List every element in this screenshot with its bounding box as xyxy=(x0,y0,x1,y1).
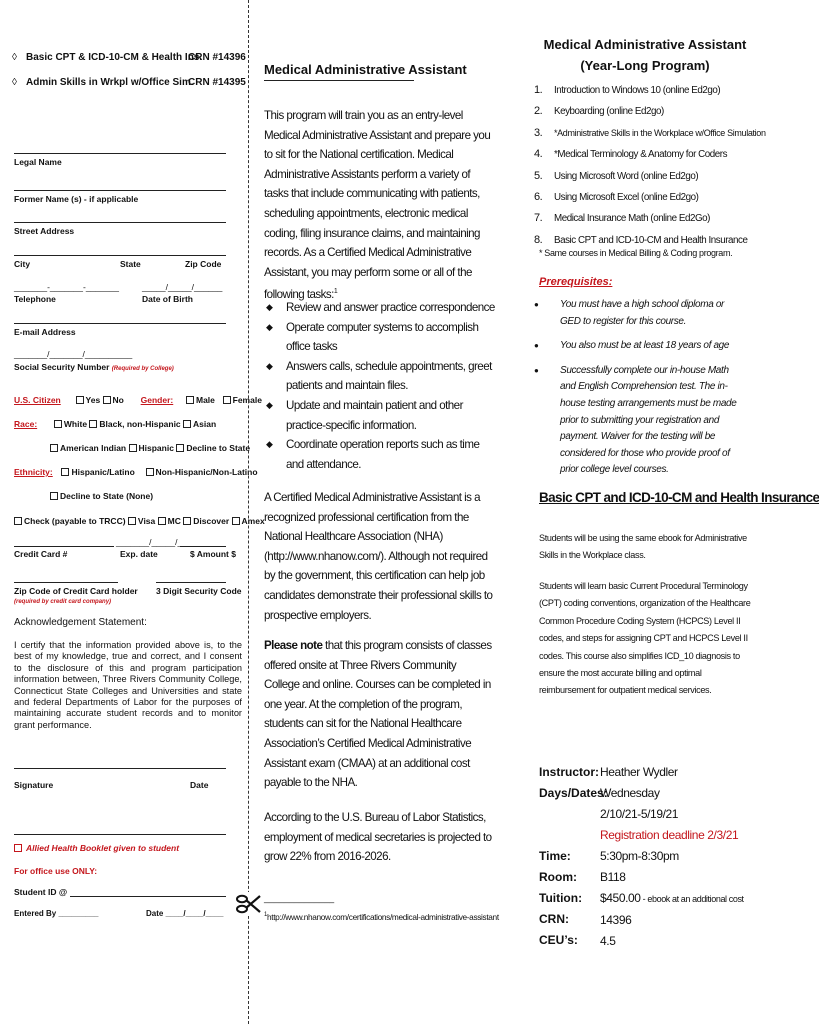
room-label: Room: xyxy=(539,870,577,884)
signature-field[interactable] xyxy=(14,768,226,769)
gender-label: Gender: xyxy=(140,395,174,405)
ethnicity-row-2 xyxy=(50,491,153,501)
days-label: Days/Dates: xyxy=(539,786,608,800)
ebook-paragraph: Students will be using the same ebook for Administrative Skills in the Workplace class. xyxy=(539,533,747,561)
booklet-label: Allied Health Booklet given to student xyxy=(26,843,180,853)
list-item: 6. Using Microsoft Excel (online Ed2go) xyxy=(534,191,699,204)
checkbox-icon[interactable] xyxy=(89,420,97,428)
former-name-label: Former Name (s) - if applicable xyxy=(14,194,139,204)
checkbox-icon[interactable] xyxy=(61,468,69,476)
checkbox-icon[interactable] xyxy=(223,396,231,404)
office-separator xyxy=(14,834,226,835)
pay-discover-option: Discover xyxy=(193,516,230,526)
credit-card-label: Credit Card # xyxy=(14,549,68,559)
pay-visa-option: Visa xyxy=(137,516,156,526)
telephone-label: Telephone xyxy=(14,294,56,304)
zip-cc-label: Zip Code of Credit Card holder xyxy=(14,586,138,596)
checkbox-icon[interactable] xyxy=(176,444,184,452)
state-label: State xyxy=(120,259,141,269)
signature-date-label: Date xyxy=(190,780,209,790)
crn-line-2 xyxy=(12,77,246,88)
signature-label: Signature xyxy=(14,780,54,790)
checkbox-icon[interactable] xyxy=(76,396,84,404)
prereq-list xyxy=(532,297,742,479)
certify-statement: I certify that the information provided above is, to the best of my knowledge, true and correct, and I consent to the disclosure of this and program participation information between, Three Rivers Community College, Connecticut State Colleges and Universities and state and federal Departments of Labor for the purposes of maintaining accurate student records and to monitor grant performance. xyxy=(14,640,242,730)
diamond-bullet-icon: ◆ xyxy=(266,439,273,450)
list-item: 1. Introduction to Windows 10 (online Ed2go) xyxy=(534,84,721,96)
list-item: ◆ Operate computer systems to accomplish office tasks xyxy=(266,318,498,357)
diamond-bullet-icon: ◆ xyxy=(266,321,273,332)
list-item: ● You also must be at least 18 years of age xyxy=(532,338,742,355)
diamond-bullet-icon: ◊ xyxy=(12,77,17,88)
checkbox-icon[interactable] xyxy=(129,444,137,452)
footnote-mark: 1 xyxy=(264,912,267,919)
room-value: B118 xyxy=(600,870,626,884)
dot-bullet-icon: ● xyxy=(534,341,539,351)
tuition-label: Tuition: xyxy=(539,891,583,905)
cert-paragraph: A Certified Medical Administrative Assistant is a recognized professional certification from the National Healthcare Association (NHA) (http://www.nhanow.com/). Although not required by the government, this certification can help job candidates demonstrate their professional skills to prospective employers. xyxy=(264,491,493,622)
list-item: 3. *Administrative Skills in the Workplace w/Office Simulation xyxy=(534,126,766,139)
checkbox-icon[interactable] xyxy=(50,444,58,452)
date-entered-label: Date ____/____/____ xyxy=(146,909,224,918)
ssn-note: (Required by College) xyxy=(111,366,174,372)
time-label: Time: xyxy=(539,849,571,863)
race-asian-option: Asian xyxy=(193,419,217,429)
us-citizen-label: U.S. Citizen xyxy=(14,395,61,405)
tuition-note: - ebook at an additional cost xyxy=(640,894,744,904)
intro-text: This program will train you as an entry-level Medical Administrative Assistant and prepare you to sit for the National certification. Medical Administrative Assistants perform a variety of tasks that include communicating with patients, scheduling appointments, electronic medical coding, filing insurance claims, and maintaining records. As a Certified Medical Administrative Assistant, you may perform some or all of the following tasks: xyxy=(264,109,491,302)
note-label: Please note xyxy=(264,639,323,652)
checkbox-icon[interactable] xyxy=(183,420,191,428)
checkbox-icon[interactable] xyxy=(103,396,111,404)
amount-label: $ Amount $ xyxy=(190,549,236,559)
instructor-label: Instructor: xyxy=(539,765,599,779)
instructor-value: Heather Wydler xyxy=(600,765,678,779)
race-white-option: White xyxy=(63,419,88,429)
credit-card-field[interactable] xyxy=(14,546,114,547)
learn-paragraph: Students will learn basic Current Procedural Terminology (CPT) coding conventions, organization of the Healthcare Common Procedure Coding System (HCPCS) Level II codes, and steps for assigning CPT and HCPCS Level II codes. This course also simplifies ICD_10 diagnosis to ensure the most accurate billing and optimal reimbursement for outpatient medical services. xyxy=(539,581,751,696)
intro-paragraph xyxy=(264,106,494,305)
checkbox-icon[interactable] xyxy=(14,844,22,852)
email-label: E-mail Address xyxy=(14,327,76,337)
prereq-heading: Prerequisites: xyxy=(539,276,613,288)
checkbox-icon[interactable] xyxy=(14,517,22,525)
bls-paragraph: According to the U.S. Bureau of Labor Statistics, employment of medical secretaries is projected to grow 22% from 2016-2026. xyxy=(264,811,492,864)
list-item: ◆ Update and maintain patient and other practice-specific information. xyxy=(266,396,498,435)
pay-check-option: Check (payable to TRCC) xyxy=(24,516,126,526)
amount-field[interactable] xyxy=(180,546,226,547)
legal-name-field[interactable] xyxy=(14,153,226,154)
entered-by-label: Entered By _________ xyxy=(14,909,99,918)
note-text: that this program consists of classes offered onsite at Three Rivers Community College and online. Courses can be completed in one year. At the completion of the program, students can sit for the National Healthcare Association’s Certified Medical Administrative Assistant exam (CMAA) at an additional cost payable to the NHA. xyxy=(264,639,492,790)
diamond-bullet-icon: ◆ xyxy=(266,360,273,371)
no-option: No xyxy=(112,395,124,405)
same-courses-note: * Same courses in Medical Billing & Coding program. xyxy=(539,248,733,258)
task-list xyxy=(266,298,498,474)
deadline-value: Registration deadline 2/3/21 xyxy=(600,828,739,842)
race-decline-option: Decline to State xyxy=(186,443,251,453)
checkbox-icon[interactable] xyxy=(158,517,166,525)
list-item: ● You must have a high school diploma or GED to register for this course. xyxy=(534,299,725,327)
checkbox-icon[interactable] xyxy=(128,517,136,525)
list-item: 4. *Medical Terminology & Anatomy for Coders xyxy=(534,148,728,161)
dot-bullet-icon: ● xyxy=(534,365,539,375)
cut-line xyxy=(248,0,249,1024)
booklet-row xyxy=(14,843,179,853)
city-label: City xyxy=(14,259,31,269)
checkbox-icon[interactable] xyxy=(50,492,58,500)
student-id-field[interactable] xyxy=(70,896,226,897)
zip-cc-field[interactable] xyxy=(14,582,118,583)
female-option: Female xyxy=(232,395,262,405)
ceu-value: 4.5 xyxy=(600,934,616,948)
legal-name-label: Legal Name xyxy=(14,157,62,167)
pay-mc-option: MC xyxy=(167,516,181,526)
checkbox-icon[interactable] xyxy=(146,468,154,476)
list-item: 5. Using Microsoft Word (online Ed2go) xyxy=(534,169,699,182)
exp-date-label: Exp. date xyxy=(120,549,158,559)
ceu-label: CEU’s: xyxy=(539,933,578,947)
crn-course-1: Basic CPT & ICD-10-CM & Health Ins. xyxy=(26,52,203,63)
info-values xyxy=(600,762,744,952)
day-value: Wednesday xyxy=(600,786,660,800)
course-list xyxy=(534,80,766,251)
time-value: 5:30pm-8:30pm xyxy=(600,849,679,863)
checkbox-icon[interactable] xyxy=(54,420,62,428)
race-label: Race: xyxy=(14,419,38,429)
ethnicity-row xyxy=(14,467,258,477)
diamond-bullet-icon: ◊ xyxy=(12,52,17,63)
info-labels xyxy=(539,762,608,951)
dot-bullet-icon: ● xyxy=(534,300,539,309)
crn-line-1 xyxy=(12,52,246,63)
payment-row xyxy=(14,516,265,526)
security-code-label: 3 Digit Security Code xyxy=(156,586,242,596)
telephone-field[interactable]: _______-_______-_______ xyxy=(14,282,119,292)
email-field[interactable] xyxy=(14,323,226,324)
checkbox-icon[interactable] xyxy=(183,517,191,525)
exp-date-field[interactable]: _______/_____/______ xyxy=(116,537,206,547)
city-state-zip-field[interactable] xyxy=(14,255,226,256)
zip-cc-note: (required by credit card company) xyxy=(14,599,112,605)
crn-value: 14396 xyxy=(600,913,632,927)
intro-footnote-mark: 1 xyxy=(333,288,338,296)
eth-hispanic-option: Hispanic/Latino xyxy=(71,467,135,477)
office-use-label: For office use ONLY: xyxy=(14,866,98,876)
citizen-gender-row xyxy=(14,395,262,405)
list-item: ◆ Answers calls, schedule appointments, greet patients and maintain files. xyxy=(266,357,498,396)
list-item: 2. Keyboarding (online Ed2go) xyxy=(534,105,664,118)
crn-label: CRN: xyxy=(539,912,569,926)
race-native-option: American Indian xyxy=(60,443,127,453)
list-item: ◆ Review and answer practice correspondence xyxy=(266,298,498,318)
yes-option: Yes xyxy=(85,395,101,405)
dob-label: Date of Birth xyxy=(142,294,193,304)
list-item: ◆ Coordinate operation reports such as time and attendance. xyxy=(266,435,498,474)
ack-heading: Acknowledgement Statement: xyxy=(14,617,147,628)
race-row-1 xyxy=(14,419,216,429)
street-address-label: Street Address xyxy=(14,226,75,236)
student-id-label: Student ID @ xyxy=(14,887,68,897)
eth-decline-option: Decline to State (None) xyxy=(60,491,154,501)
race-black-option: Black, non-Hispanic xyxy=(99,419,181,429)
dates-value: 2/10/21-5/19/21 xyxy=(600,807,679,821)
tuition-value: $450.00 xyxy=(600,891,641,905)
checkbox-icon[interactable] xyxy=(232,517,240,525)
pay-amex-option: Amex xyxy=(241,516,265,526)
diamond-bullet-icon: ◆ xyxy=(266,399,273,410)
former-name-field[interactable] xyxy=(14,190,226,191)
eth-non-option: Non-Hispanic/Non-Latino xyxy=(155,467,258,477)
street-address-field[interactable] xyxy=(14,222,226,223)
middle-title: Medical Administrative Assistant xyxy=(264,62,467,77)
list-item: ● Successfully complete our in-house Math and English Comprehension test. The in-house testing arrangements must be made prior to submitting your registration and payment. Waiver for the testing will be considered for those who provide proof of prior college level courses. xyxy=(534,364,737,476)
list-item: 7. Medical Insurance Math (online Ed2Go) xyxy=(534,212,710,225)
ssn-field[interactable]: _______/_______/__________ xyxy=(14,349,133,359)
zip-label: Zip Code xyxy=(185,259,222,269)
race-row-2 xyxy=(50,443,250,453)
dob-field[interactable]: _____/_____/______ xyxy=(142,282,223,292)
right-title-line-1: Medical Administrative Assistant xyxy=(543,37,747,52)
right-title xyxy=(532,34,758,76)
security-code-field[interactable] xyxy=(156,582,226,583)
crn-course-2: Admin Skills in Wrkpl w/Office Sim. xyxy=(26,77,194,88)
race-hispanic-option: Hispanic xyxy=(138,443,174,453)
middle-title-underline xyxy=(264,80,414,81)
crn-number-1: CRN #14396 xyxy=(188,52,246,63)
footnote-url[interactable]: http://www.nhanow.com/certifications/medical-administrative-assistant xyxy=(267,912,499,922)
ethnicity-label: Ethnicity: xyxy=(14,467,53,477)
section-heading: Basic CPT and ICD-10-CM and Health Insurance xyxy=(539,490,819,505)
note-paragraph xyxy=(264,636,494,793)
crn-number-2: CRN #14395 xyxy=(188,77,246,88)
footnote-rule: ______________ xyxy=(264,893,335,903)
scissors-icon xyxy=(229,890,267,918)
checkbox-icon[interactable] xyxy=(186,396,194,404)
right-title-line-2: (Year-Long Program) xyxy=(580,58,710,73)
male-option: Male xyxy=(195,395,215,405)
ssn-label: Social Security Number (Required by College) xyxy=(14,362,174,372)
footnote xyxy=(264,912,499,922)
diamond-bullet-icon: ◆ xyxy=(266,302,273,312)
list-item: 8. Basic CPT and ICD-10-CM and Health Insurance xyxy=(534,233,748,246)
